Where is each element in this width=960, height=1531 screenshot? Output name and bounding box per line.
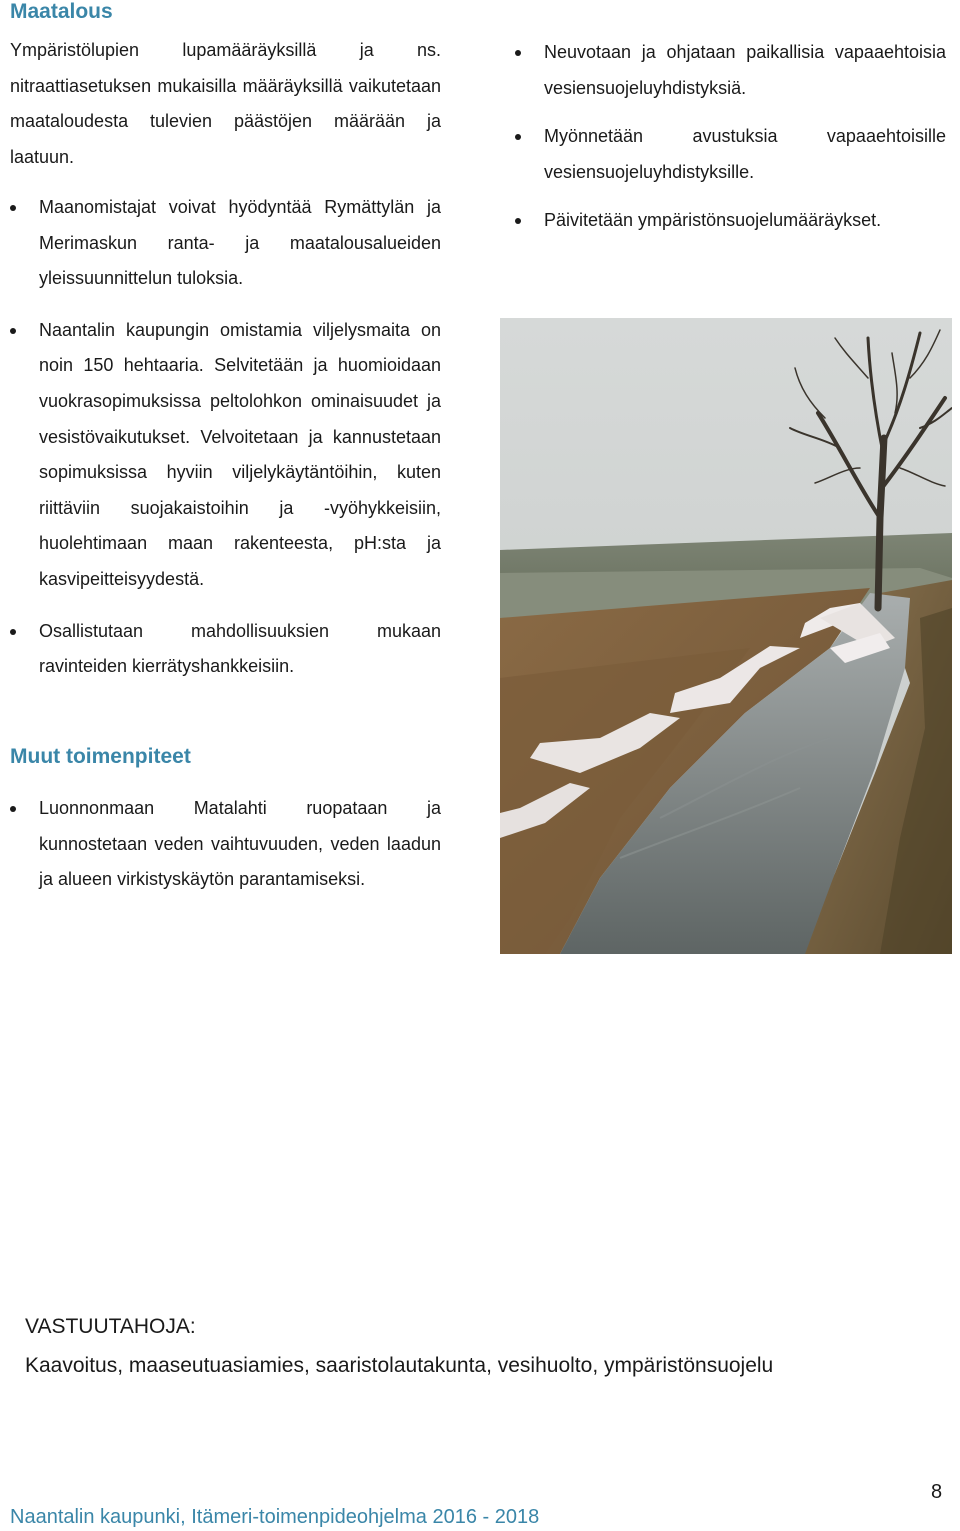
list-item: Luonnonmaan Matalahti ruopataan ja kunnostetaan veden vaihtuvuuden, veden laadun ja alueen virkistyskäytön parantamiseksi. — [9, 791, 441, 898]
bullet-icon — [10, 806, 16, 812]
bullet-icon — [515, 218, 521, 224]
responsibility-text: Kaavoitus, maaseutuasiamies, saaristolautakunta, vesihuolto, ympäristönsuojelu — [25, 1354, 774, 1377]
right-bullet-list — [514, 35, 946, 239]
page-number: 8 — [931, 1481, 943, 1503]
list-item: Myönnetään avustuksia vapaaehtoisille vesiensuojeluyhdistyksille. — [514, 119, 946, 190]
list-item: Päivitetään ympäristönsuojelumääräykset. — [514, 203, 946, 239]
list-item: Naantalin kaupungin omistamia viljelysmaita on noin 150 hehtaaria. Selvitetään ja huomioidaan vuokrasopimuksissa peltolohkon ominaisuudet ja vesistövaikutukset. Velvoitetaan ja kannustetaan sopimuksissa hyviin viljelykäytäntöihin, kuten riittäviin suojakaistoihin ja -vyöhykkeisiin, huolehtimaan maan rakenteesta, pH:sta ja kasvipeitteisyydestä. — [9, 313, 441, 598]
list-item: Neuvotaan ja ohjataan paikallisia vapaaehtoisia vesiensuojeluyhdistyksiä. — [514, 35, 946, 106]
section-heading-maatalous: Maatalous — [10, 0, 113, 23]
section-heading-muut-toimenpiteet: Muut toimenpiteet — [10, 745, 191, 768]
list-item: Osallistutaan mahdollisuuksien mukaan ravinteiden kierrätyshankkeisiin. — [9, 614, 441, 685]
intro-paragraph: Ympäristölupien lupamääräyksillä ja ns. nitraattiasetuksen mukaisilla määräyksillä vaikutetaan maataloudesta tulevien päästöjen määrään ja laatuun. — [10, 40, 441, 167]
maatalous-bullet-list — [9, 190, 441, 685]
bullet-icon — [515, 134, 521, 140]
bullet-icon — [515, 50, 521, 56]
ditch-landscape-photo — [500, 318, 952, 954]
bullet-icon — [10, 629, 16, 635]
muut-bullet-list — [9, 791, 441, 898]
bullet-icon — [10, 328, 16, 334]
footer-title: Naantalin kaupunki, Itämeri-toimenpideohjelma 2016 - 2018 — [10, 1506, 540, 1528]
responsibility-label: VASTUUTAHOJA: — [25, 1315, 196, 1338]
list-item: Maanomistajat voivat hyödyntää Rymättylän ja Merimaskun ranta- ja maatalousalueiden yleissuunnittelun tuloksia. — [9, 190, 441, 297]
bullet-icon — [10, 205, 16, 211]
